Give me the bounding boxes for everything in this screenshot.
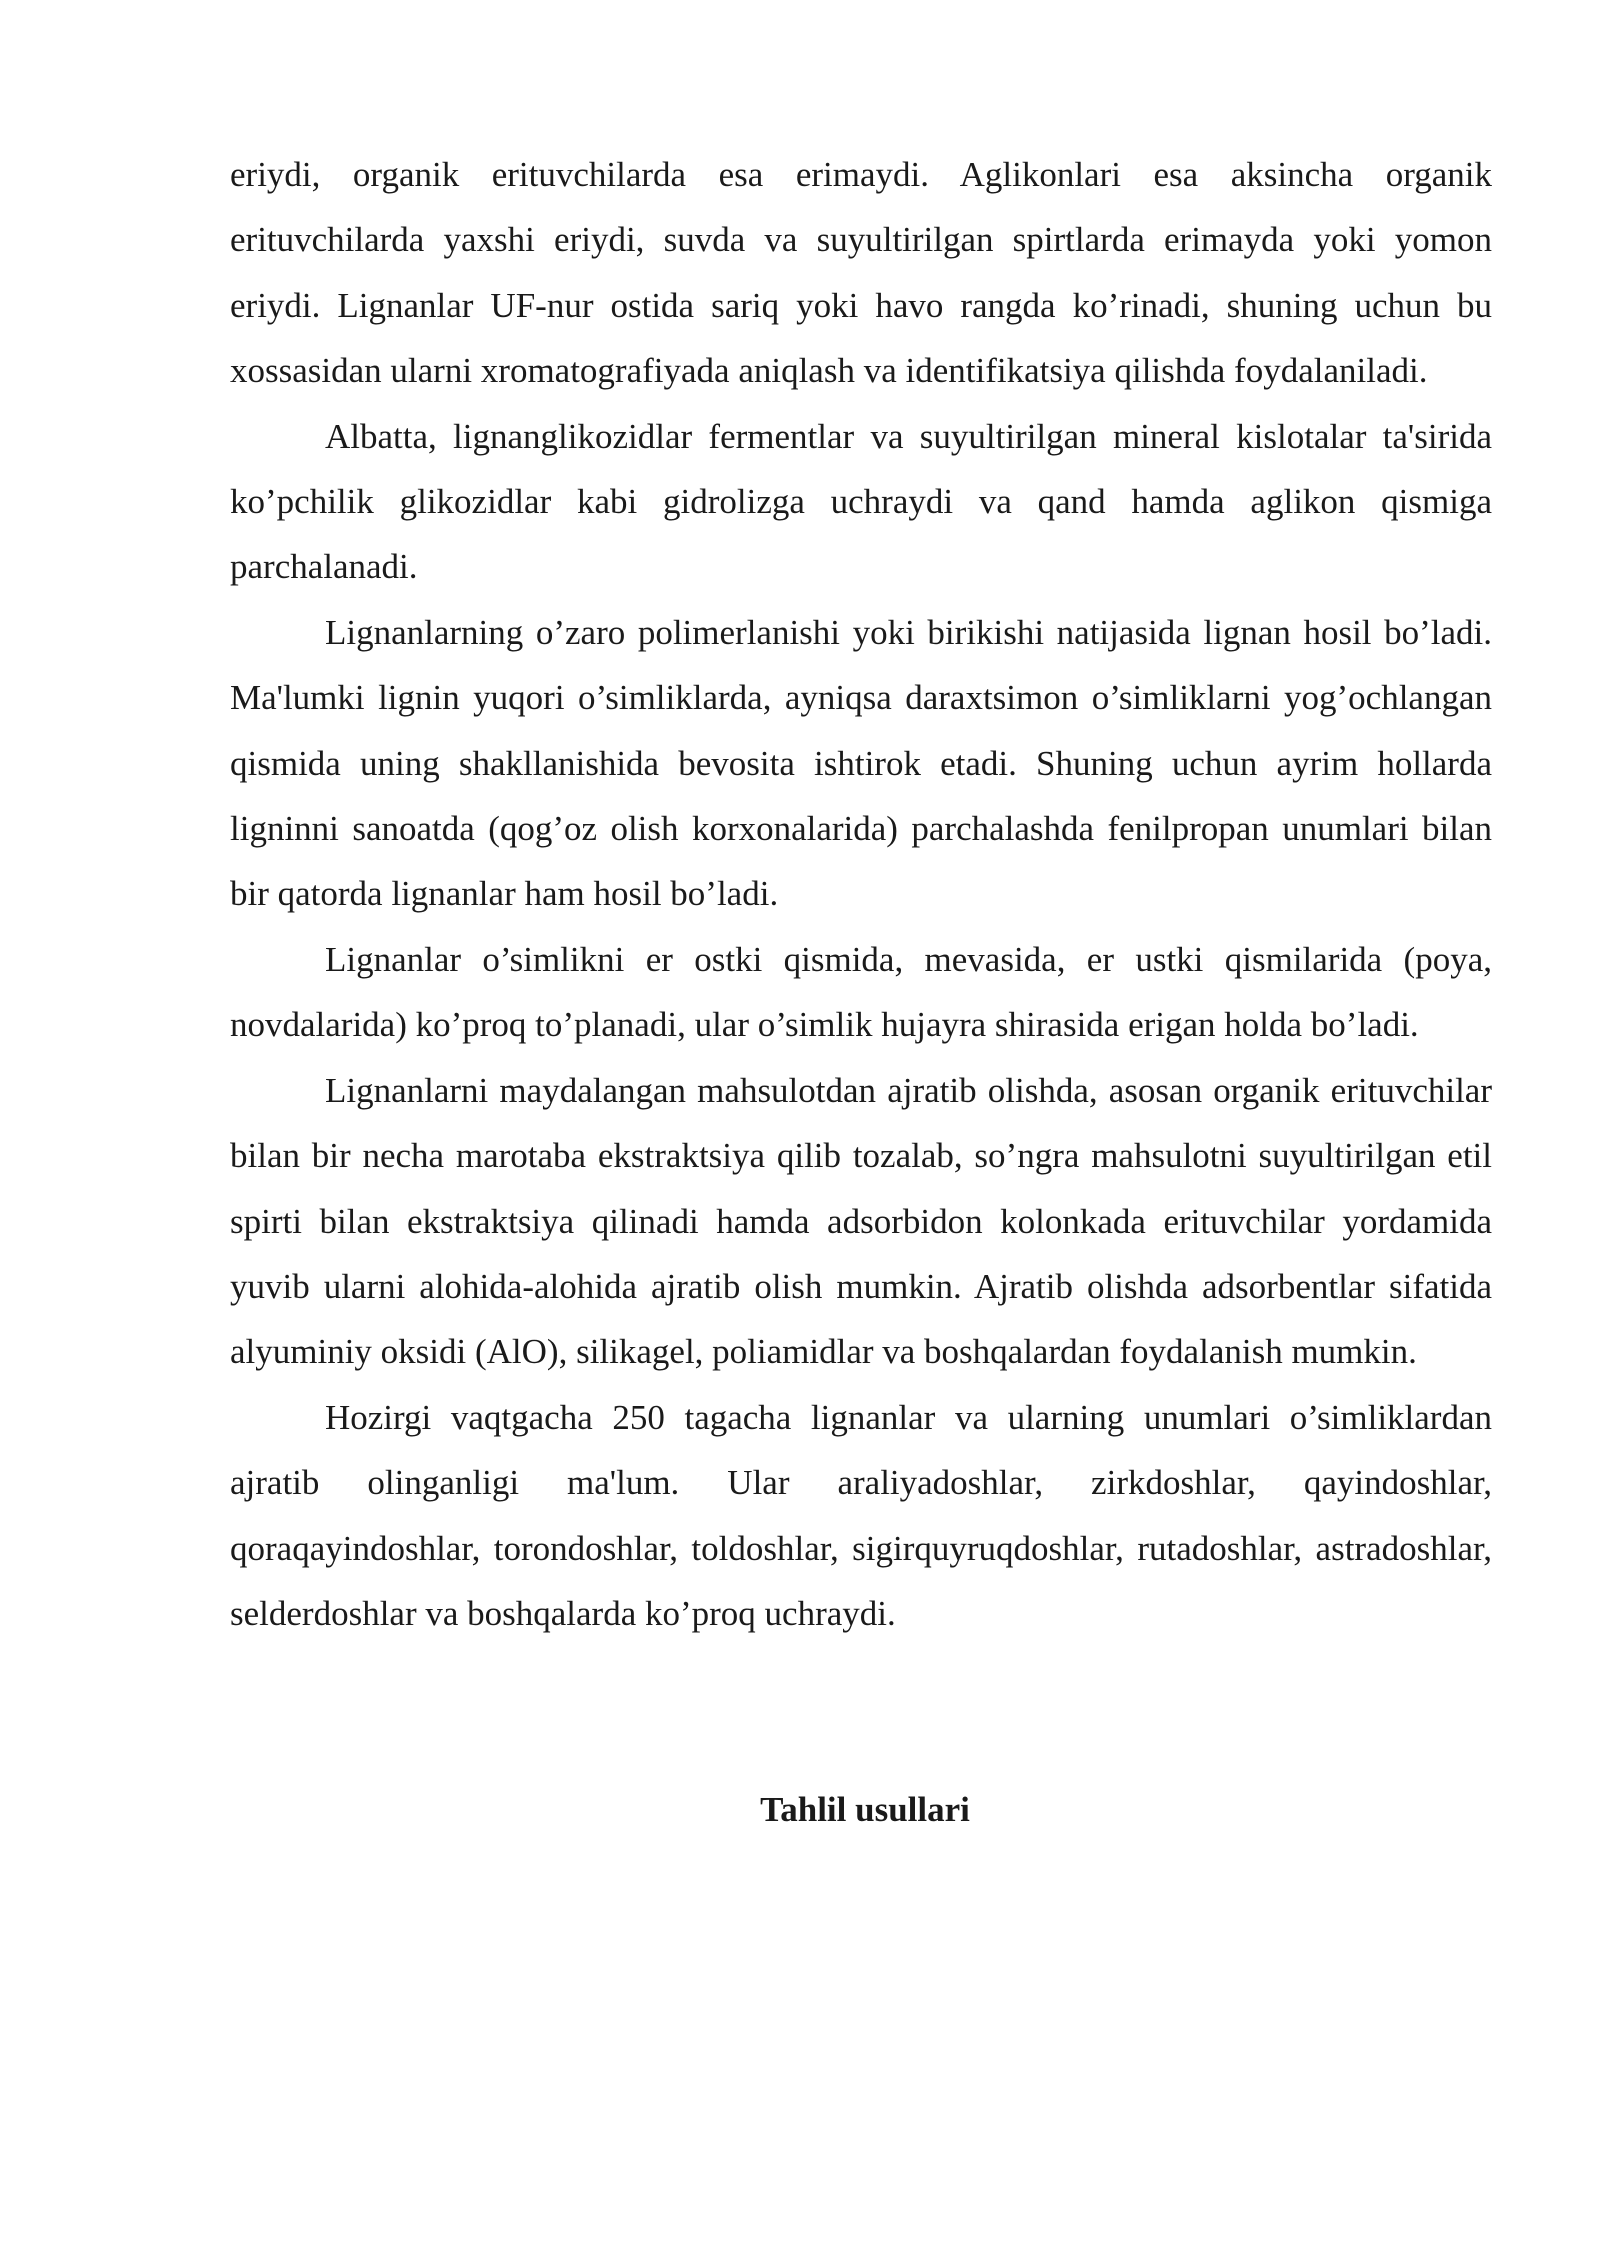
paragraph-hydrolysis: Albatta, lignanglikozidlar fermentlar va suyultirilgan mineral kislotalar ta'sirida ko’pchilik glikozidlar kabi gidrolizga uchraydi va qand hamda aglikon qismiga parchalanadi. xyxy=(230,416,1492,587)
paragraph-polymerization: Lignanlarning o’zaro polimerlanishi yoki birikishi natijasida lignan hosil bo’ladi. Ma'lumki lignin yuqori o’simliklarda, ayniqsa daraxtsimon o’simliklarni yog’ochlangan qismida uning shakllanishida bevosita ishtirok etadi. Shuning uchun ayrim hollarda ligninni sanoatda (qog’oz olish korxonalarida) parchalashda fenilpropan unumlari bilan bir qatorda lignanlar ham hosil bo’ladi. xyxy=(230,612,1492,914)
paragraph-continuation: eriydi, organik erituvchilarda esa erimaydi. Aglikonlari esa aksincha organik erituvchilarda yaxshi eriydi, suvda va suyultirilgan spirtlarda erimayda yoki yomon eriydi. Lignanlar UF-nur ostida sariq yoki havo rangda ko’rinadi, shuning uchun bu xossasidan ularni xromatografiyada aniqlash va identifikatsiya qilishda foydalaniladi. xyxy=(230,155,1492,391)
document-page xyxy=(230,142,1492,1843)
paragraph-location: Lignanlar o’simlikni er ostki qismida, mevasida, er ustki qismilarida (poya, novdalarida) ko’proq to’planadi, ular o’simlik hujayra shirasida erigan holda bo’ladi. xyxy=(230,939,1492,1045)
paragraph-families: Hozirgi vaqtgacha 250 tagacha lignanlar va ularning unumlari o’simliklardan ajratib olinganligi ma'lum. Ular araliyadoshlar, zirkdoshlar, qayindoshlar, qoraqayindoshlar, torondoshlar, toldoshlar, sigirquyruqdoshlar, rutadoshlar, astradoshlar, selderdoshlar va boshqalarda ko’proq uchraydi. xyxy=(230,1397,1492,1633)
paragraph-extraction: Lignanlarni maydalangan mahsulotdan ajratib olishda, asosan organik erituvchilar bilan bir necha marotaba ekstraktsiya qilib tozalab, so’ngra mahsulotni suyultirilgan etil spirti bilan ekstraktsiya qilinadi hamda adsorbidon kolonkada erituvchilar yordamida yuvib ularni alohida-alohida ajratib olish mumkin. Ajratib olishda adsorbentlar sifatida alyuminiy oksidi (AlO), silikagel, poliamidlar va boshqalardan foydalanish mumkin. xyxy=(230,1070,1492,1372)
section-heading: Tahlil usullari xyxy=(760,1790,970,1830)
